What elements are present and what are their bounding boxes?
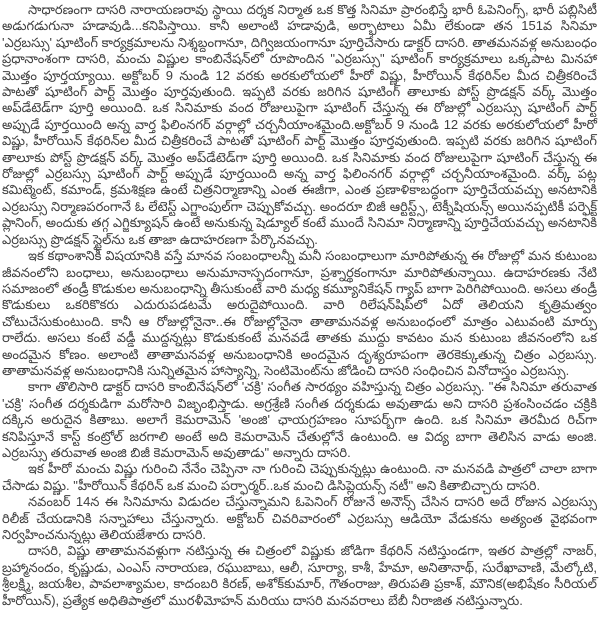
article-paragraph-music-camera: కాగా తొలిసారి డాక్టర్ దాసరి కాంబినేషన్‌లో 'చక్రి' సంగీత సారథ్యం వహిస్తున్న చిత్రం ఎర్రబస్సు. "ఈ సినిమా తరువాత 'చక్రి' సంగీత దర్శకుడిగా మరోసారి విజృంభిస్తాడు. అగ్రశ్రేణి సంగీత దర్శకుడు అవుతాడు అని దాసరి ప్రశంసించడం చక్రికి దక్కిన అరుదైన కితాబు. అలాగే కెమరామెన్ 'అంజి' ఛాయగ్రహణం సూపర్బ్‌గా ఉంది. ఒక సినిమా తెరమీద రిచ్‌గా కనిపిస్తూనే కాస్ట్ కంట్రోల్ జరగాలి అంటే అది కెమరామెన్ చేతుల్లోనే ఉంటుంది. ఆ విద్య బాగా తెలిసిన వాడు అంజి. ఎర్రబస్సు తరువాత అంజి బిజీ కెమరామెన్ అవుతాడు" అన్నారు దాసరి. [2, 379, 597, 460]
article-paragraph-intro-shooting: సాధారణంగా దాసరి నారాయణరావు స్థాయి దర్శక నిర్మాత ఒక కొత్త సినిమా ప్రారంభిస్తే భారీ ఓపెనింగ్స్, భారీ పబ్లిసిటీ అడుగడుగునా హడావుడి...కనిపిస్తాయి. కానీ అలాంటి హడావుడి, అర్భాటాలు ఏమీ లేకుండా తన 151వ సినిమా 'ఎర్రబస్సు' షూటింగ్ కార్యక్రమాలను నిశ్శబ్దంగానూ, దిగ్విజయంగానూ పూర్తిచేసారు డాక్టర్ దాసరి. తాతమనవళ్ల అనుబంధం ప్రధానాంశంగా దాసరి, మంచు విష్ణుల కాంబినేషన్‌లో రూపొందిన "ఎర్రబస్సు" షూటింగ్ కార్యక్రమాలు ఒక్కపాట మినహా మొత్తం పూర్తయ్యాయి. అక్టోబర్ 9 నుండి 12 వరకు అరకులోయలో హీరో విష్ణు, హీరోయిన్ కేథరిన్‌ల మీద చిత్రీకరించే పాటతో షూటింగ్ పార్ట్ మొత్తం పూర్తవుతుంది. ఇప్పటి వరకు జరిగిన షూటింగ్ తాలూకు పోస్ట్ ప్రొడక్షన్ వర్క్ మొత్తం అప్‌డేటెడ్‌గా పూర్తి అయింది. ఒక సినిమాకు వంద రోజులుపైగా షూటింగ్ చేస్తున్న ఈ రోజుల్లో ఎర్రబస్సు షూటింగ్ పార్ట్ అప్పుడే పూర్తయింది అన్న వార్త ఫిలింనగర్ వర్గాల్లో చర్చనీయాంశమైంది.అక్టోబర్ 9 నుండి 12 వరకు అరకులోయలో హీరో విష్ణు, హీరోయిన్ కేథరిన్‌ల మీద చిత్రీకరించే పాటతో షూటింగ్ పార్ట్ మొత్తం పూర్తవుతుంది. ఇప్పటి వరకు జరిగిన షూటింగ్ తాలూకు పోస్ట్ ప్రొడక్షన్ వర్క్ మొత్తం అప్‌డేటెడ్‌గా పూర్తి అయింది. ఒక సినిమాకు వంద రోజులుపైగా షూటింగ్ చేస్తున్న ఈ రోజుల్లో ఎర్రబస్సు షూటింగ్ పార్ట్ అప్పుడే పూర్తయింది అన్న వార్త ఫిలింనగర్ వర్గాల్లో చర్చనీయాంశమైంది. వర్క్ పట్ల కమిట్మెంట్, కమాండ్, క్రమశిక్షణ ఉంటే చిత్రనిర్మాణాన్ని ఎంత ఈజీగా, ఎంత ప్రణాళికాబద్ధంగా పూర్తిచేయవచ్చు అనటానికి ఎర్రబస్సు నిర్మాణపరంగానే ఓ లేటెస్ట్ ఎగ్జాంపుల్‌గా చెప్పుకోవచ్చు. అందరూ బిజీ ఆర్టిస్ట్స్, టెక్నీషియన్స్ అయినప్పటికీ పర్ఫెక్ట్ ప్లానింగ్, అందుకు తగ్గ ఎగ్జిక్యూషన్ ఉంటే అనుకున్న షెడ్యూల్ కంటే ముందే సినిమా నిర్మాణాన్ని పూర్తిచేయవచ్చు అనటానికి ఎర్రబస్సు ప్రొడక్షన్ స్టైల్‌ను ఒక తాజా ఉదాహరణగా పేర్కొనవచ్చు. [2, 2, 597, 247]
article-paragraph-hero-heroine: ఇక హీరో మంచు విష్ణు గురించి నేనేం చెప్పినా నా గురించి చెప్పుకున్నట్లు ఉంటుంది. నా మనవడి పాత్రలో చాలా బాగా చేసాడు విష్ణు. "హీరోయిన్ కేథరిన్ ఒక మంచి పర్ఫార్మర్..ఒక మంచి డిసిప్లెయన్స్ నటీ" అని కితాబిచ్చారు దాసరి. [2, 461, 597, 493]
article-paragraph-story-theme: ఇక కథాంశానికి విషయానికి వస్తే మానవ సంబంధాలన్నీ మనీ సంబంధాలుగా మారిపోతున్న ఈ రోజుల్లో మన కుటుంబ జీవనంలోని బంధాలు, అనుబంధాలు అనుమానాస్పదంగానూ, ప్రశ్నార్థకంగానూ మారిపోతున్నాయి. ఉదాహరణకు నేటి సమాజంలో తండ్రీ కొడుకుల అనుబంధాన్ని తీసుకుంటే వారి మధ్య కమ్యూనికేషన్ గ్యాప్ బాగా పెరిగిపోయింది. అసలు తండ్రీ కొడుకులు ఒకరికొకరు ఎదురుపడటమే అరుదైపోయింది. వారి రిలేషన్‌షిప్‌లో ఏదో తెలియని కృత్రిమత్వం చోటుచేసుకుంటుంది. కానీ ఆ రోజుల్లోనైనా..ఈ రోజుల్లోనైనా తాతామనవళ్ల అనుబంధంలో మాత్రం ఎటువంటి మార్పు రాలేదు. అసలు కంటే వడ్డీ ముద్దన్నట్లు కొడుకుకంటే మనవడే తాతకు ముద్దు కావటం మన కుటుంబ జీవనంలోని ఒక అందమైన కోణం. అలాంటి తాతామనవళ్ల అనుబంధానికి అందమైన దృశ్యరూపంగా తెరకెక్కుతున్న చిత్రం ఎర్రబస్సు. తాతామనవళ్ల అనుబంధానికి సున్నితమైన హాస్యాన్ని, సెంటిమెంట్‌ను జోడించి దాసరి సంధించిన వినోదాస్త్రం ఎర్రబస్సు. [2, 248, 597, 378]
article-paragraph-release-date: నవంబర్ 14న ఈ సినిమాను విడుదల చేస్తున్నామని ఓపెనింగ్ రోజునే అనౌన్స్ చేసిన దాసరి అదే రోజున ఎర్రబస్సు రిలీజ్ చేయడానికి సన్నాహాలు చేస్తున్నారు. అక్టోబర్ చివరివారంలో ఎర్రబస్సు ఆడియో వేడుకను అత్యంత వైభవంగా నిర్వహించనున్నట్లు తెలియజేశారు దాసరి. [2, 494, 597, 542]
article-paragraph-cast-list: దాసరి, విష్ణు తాతామనవళ్లుగా నటిస్తున్న ఈ చిత్రంలో విష్ణుకు జోడిగా కేథరిన్ నటిస్తుండగా, ఇతర పాత్రల్లో నాజర్, బ్రహ్మానందం, కృష్ణుడు, ఎంఎస్ నారాయణ, రఘుబాబు, ఆలీ, సూర్యా, కాశీ, హేమా, అనితానాథ్, సురేఖావాణి, మేల్కోటి, శ్రీలక్ష్మి, జయశీల, పావలాశ్యామల, కాదంబరి కిరణ్, అశోక్‌కుమార్, గౌతంరాజు, తిరుపతి ప్రకాశ్, మౌనిక(అభిషేకం సీరియల్ హీరోయిన్), ప్రత్యేక అధితిపాత్రలో మురళీమోహన్ మరియు దాసరి మనవరాలు బేబీ నీరాజిత నటిస్తున్నారు. [2, 543, 597, 608]
